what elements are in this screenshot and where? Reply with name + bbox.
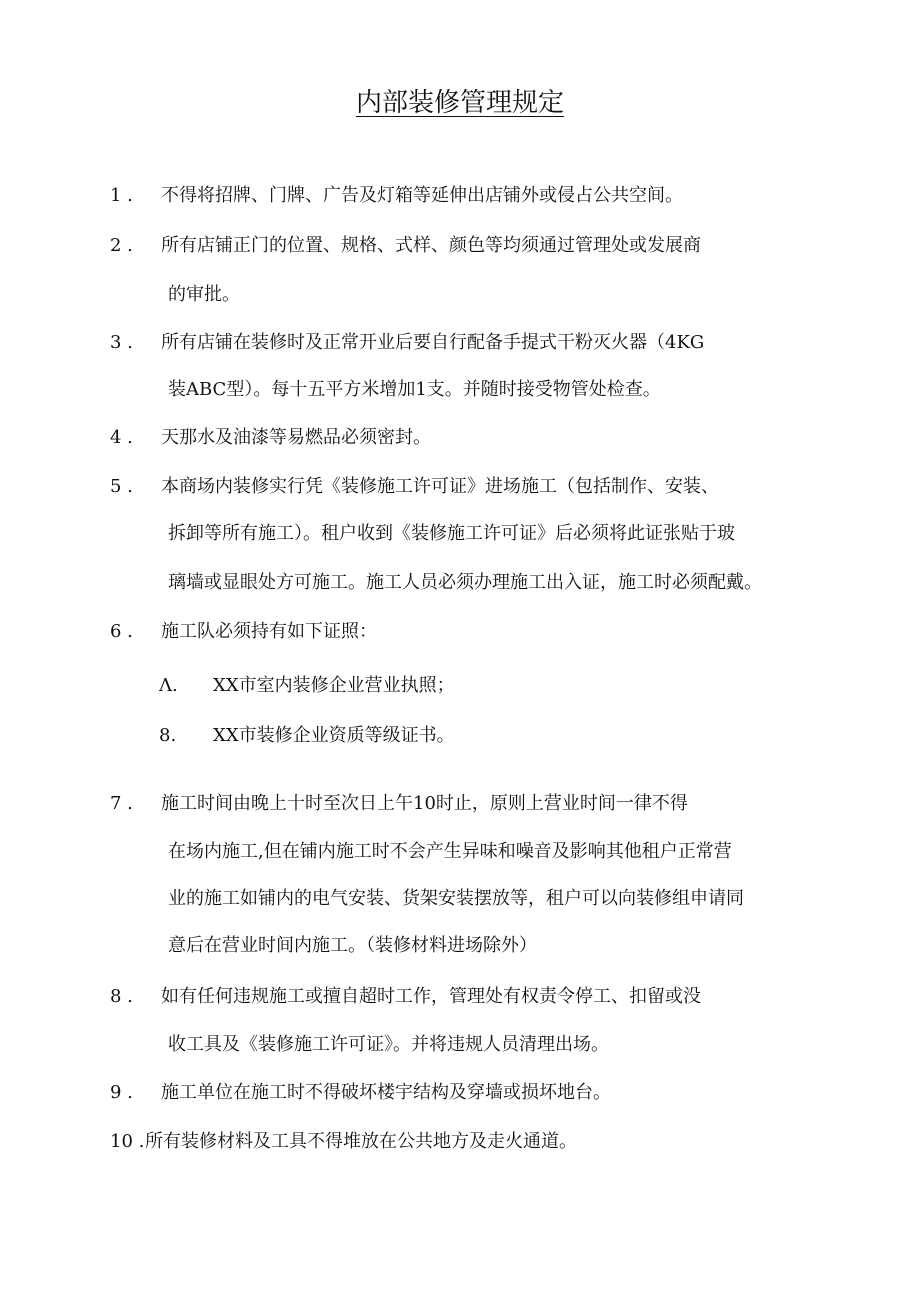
item-text: 不得将招牌、门牌、广告及灯箱等延伸出店铺外或侵占公共空间。	[161, 185, 683, 206]
item-text: 的审批。	[168, 284, 240, 305]
item-text: 施工单位在施工时不得破坏楼宇结构及穿墙或损坏地台。	[161, 1082, 611, 1103]
sub-item-text: XX市室内装修企业营业执照；	[213, 675, 455, 696]
item-text: 在场内施工,但在铺内施工时不会产生异味和噪音及影响其他租户正常营	[168, 841, 732, 862]
item-text: 施工时间由晚上十时至次日上午10时止，原则上营业时间一律不得	[161, 793, 688, 814]
item-number: 8 .	[110, 986, 133, 1007]
item-number: 5 .	[110, 476, 133, 497]
item-number: 10 .	[110, 1131, 145, 1152]
item-number: 3 .	[110, 332, 133, 353]
item-text: 业的施工如铺内的电气安装、货架安装摆放等，租户可以向装修组申请同	[168, 888, 744, 909]
item-number: 7 .	[110, 793, 133, 814]
item-text: 所有装修材料及工具不得堆放在公共地方及走火通道。	[145, 1131, 577, 1152]
item-text: 拆卸等所有施工）。租户收到《装修施工许可证》后必须将此证张贴于玻	[168, 523, 735, 544]
item-text: 收工具及《装修施工许可证》。并将违规人员清理出场。	[168, 1034, 609, 1055]
item-number: 6 .	[110, 621, 133, 642]
item-text: 施工队必须持有如下证照：	[161, 621, 377, 642]
item-text: 装ABC型）。每十五平方米增加1支。并随时接受物管处检查。	[168, 379, 661, 400]
item-text: 意后在营业时间内施工。（装修材料进场除外）	[168, 935, 537, 956]
item-text: 本商场内装修实行凭《装修施工许可证》进场施工（包括制作、安装、	[161, 476, 719, 497]
sub-item-text: XX市装修企业资质等级证书。	[213, 725, 455, 746]
item-text: 璃墙或显眼处方可施工。施工人员必须办理施工出入证，施工时必须配戴。	[168, 572, 762, 593]
document-title	[0, 86, 920, 120]
item-text: 所有店铺在装修时及正常开业后要自行配备手提式干粉灭火器（4KG	[161, 332, 705, 353]
document-title-text: 内部装修管理规定	[355, 88, 564, 118]
item-number: 4 .	[110, 427, 133, 448]
sub-item-number: Λ.	[159, 675, 178, 696]
item-text: 如有任何违规施工或擅自超时工作，管理处有权责令停工、扣留或没	[161, 986, 701, 1007]
item-text: 天那水及油漆等易燃品必须密封。	[161, 427, 431, 448]
item-number: 1 .	[110, 185, 133, 206]
item-number: 9 .	[110, 1082, 133, 1103]
sub-item-number: 8.	[159, 725, 177, 746]
item-text: 所有店铺正门的位置、规格、式样、颜色等均须通过管理处或发展商	[161, 235, 701, 256]
item-number: 2 .	[110, 235, 133, 256]
